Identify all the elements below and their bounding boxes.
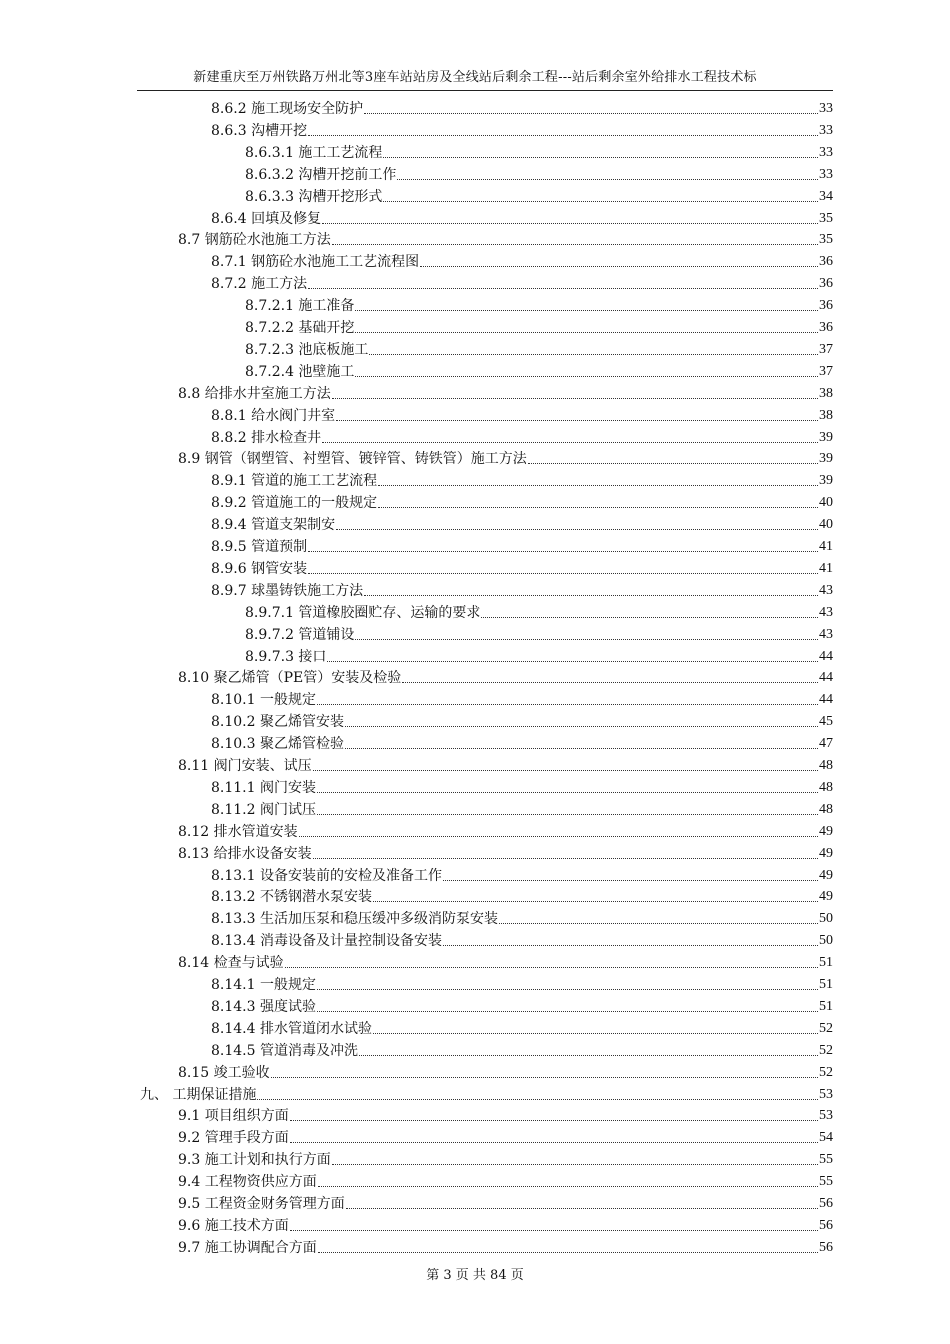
toc-entry-label: 8.9.6 钢管安装 bbox=[211, 560, 308, 577]
toc-entry-page-number: 51 bbox=[819, 955, 833, 971]
toc-dot-leader bbox=[345, 726, 818, 727]
toc-dot-leader bbox=[336, 529, 818, 530]
toc-entry[interactable] bbox=[178, 446, 833, 468]
toc-dot-leader bbox=[332, 398, 818, 399]
toc-entry-page-number: 36 bbox=[819, 276, 833, 292]
toc-entry[interactable] bbox=[178, 1191, 833, 1213]
toc-entry-label: 8.6.3 沟槽开挖 bbox=[211, 122, 308, 139]
toc-entry[interactable] bbox=[178, 841, 833, 863]
toc-dot-leader bbox=[308, 135, 818, 136]
toc-entry-page-number: 48 bbox=[819, 779, 833, 795]
toc-entry-page-number: 33 bbox=[819, 122, 833, 138]
toc-dot-leader bbox=[317, 704, 818, 705]
toc-dot-leader bbox=[317, 1011, 818, 1012]
toc-entry[interactable] bbox=[178, 1147, 833, 1169]
toc-entry[interactable] bbox=[245, 359, 833, 381]
toc-dot-leader bbox=[317, 792, 818, 793]
toc-dot-leader bbox=[322, 223, 818, 224]
toc-entry-page-number: 40 bbox=[819, 517, 833, 533]
toc-entry-page-number: 45 bbox=[819, 714, 833, 730]
toc-entry-label: 8.6.3.1 施工工艺流程 bbox=[245, 144, 383, 161]
toc-entry[interactable] bbox=[211, 271, 833, 293]
toc-entry[interactable] bbox=[211, 534, 833, 556]
toc-entry[interactable] bbox=[211, 906, 833, 928]
toc-dot-leader bbox=[499, 923, 818, 924]
toc-entry-label: 9.2 管理手段方面 bbox=[178, 1130, 289, 1147]
toc-entry[interactable] bbox=[140, 1082, 833, 1104]
toc-dot-leader bbox=[383, 157, 818, 158]
toc-dot-leader bbox=[290, 1142, 818, 1143]
toc-dot-leader bbox=[285, 967, 818, 968]
toc-entry-page-number: 35 bbox=[819, 232, 833, 248]
toc-entry-label: 8.9.7 球墨铸铁施工方法 bbox=[211, 582, 364, 599]
toc-entry[interactable] bbox=[211, 96, 833, 118]
toc-dot-leader bbox=[355, 310, 818, 311]
toc-entry-label: 8.9.2 管道施工的一般规定 bbox=[211, 495, 378, 512]
toc-entry[interactable] bbox=[245, 600, 833, 622]
toc-entry-page-number: 56 bbox=[819, 1239, 833, 1255]
toc-entry-page-number: 44 bbox=[819, 648, 833, 664]
toc-entry[interactable] bbox=[178, 665, 833, 687]
toc-dot-leader bbox=[313, 770, 818, 771]
toc-entry-label: 8.6.3.2 沟槽开挖前工作 bbox=[245, 166, 397, 183]
toc-dot-leader bbox=[299, 836, 818, 837]
toc-entry-label: 8.7.2.3 池底板施工 bbox=[245, 341, 369, 358]
toc-entry-page-number: 37 bbox=[819, 341, 833, 357]
toc-dot-leader bbox=[317, 814, 818, 815]
toc-entry-page-number: 36 bbox=[819, 298, 833, 314]
toc-entry-page-number: 52 bbox=[819, 1042, 833, 1058]
toc-entry[interactable] bbox=[211, 206, 833, 228]
toc-dot-leader bbox=[336, 420, 818, 421]
toc-dot-leader bbox=[317, 989, 818, 990]
toc-entry-label: 8.11.2 阀门试压 bbox=[211, 801, 316, 818]
toc-entry[interactable] bbox=[211, 687, 833, 709]
toc-dot-leader bbox=[378, 507, 818, 508]
toc-dot-leader bbox=[420, 266, 818, 267]
toc-entry[interactable] bbox=[211, 863, 833, 885]
toc-entry-label: 8.6.3.3 沟槽开挖形式 bbox=[245, 188, 383, 205]
toc-entry-label: 8.13.1 设备安装前的安检及准备工作 bbox=[211, 867, 442, 884]
toc-entry-label: 8.9 钢管（钢塑管、衬塑管、镀锌管、铸铁管）施工方法 bbox=[178, 451, 527, 468]
toc-entry-page-number: 37 bbox=[819, 363, 833, 379]
toc-dot-leader bbox=[355, 376, 818, 377]
toc-entry-page-number: 39 bbox=[819, 473, 833, 489]
toc-entry-label: 8.6.2 施工现场安全防护 bbox=[211, 101, 364, 117]
toc-entry-page-number: 43 bbox=[819, 582, 833, 598]
toc-dot-leader bbox=[332, 1164, 818, 1165]
toc-entry[interactable] bbox=[178, 819, 833, 841]
toc-entry-label: 8.7.2.1 施工准备 bbox=[245, 298, 355, 315]
toc-entry[interactable] bbox=[211, 1038, 833, 1060]
toc-entry-label: 8.7 钢筋砼水池施工方法 bbox=[178, 232, 331, 249]
toc-entry-page-number: 43 bbox=[819, 626, 833, 642]
toc-entry-label: 8.14.5 管道消毒及冲洗 bbox=[211, 1042, 358, 1059]
toc-entry-page-number: 55 bbox=[819, 1174, 833, 1190]
toc-dot-leader bbox=[364, 595, 818, 596]
toc-entry-page-number: 55 bbox=[819, 1152, 833, 1168]
toc-entry[interactable] bbox=[245, 644, 833, 666]
toc-entry[interactable] bbox=[178, 1125, 833, 1147]
toc-dot-leader bbox=[327, 661, 818, 662]
toc-entry[interactable] bbox=[178, 753, 833, 775]
toc-dot-leader bbox=[402, 682, 818, 683]
toc-dot-leader bbox=[443, 945, 818, 946]
toc-dot-leader bbox=[313, 858, 818, 859]
toc-dot-leader bbox=[345, 748, 818, 749]
toc-dot-leader bbox=[528, 463, 818, 464]
toc-entry[interactable] bbox=[178, 950, 833, 972]
toc-entry-label: 8.7.2 施工方法 bbox=[211, 276, 308, 293]
toc-entry-label: 9.7 施工协调配合方面 bbox=[178, 1239, 317, 1256]
toc-entry[interactable] bbox=[245, 184, 833, 206]
toc-entry-page-number: 36 bbox=[819, 254, 833, 270]
toc-entry-page-number: 51 bbox=[819, 977, 833, 992]
toc-dot-leader bbox=[443, 880, 818, 881]
toc-dot-leader bbox=[332, 244, 818, 245]
toc-entry-page-number: 38 bbox=[819, 407, 833, 423]
toc-entry[interactable] bbox=[178, 1103, 833, 1125]
toc-entry[interactable] bbox=[211, 972, 833, 994]
toc-entry-page-number: 41 bbox=[819, 539, 833, 554]
toc-entry-label: 9.6 施工技术方面 bbox=[178, 1217, 289, 1234]
toc-entry[interactable] bbox=[178, 1169, 833, 1191]
toc-entry-page-number: 47 bbox=[819, 736, 833, 752]
toc-entry-label: 9.3 施工计划和执行方面 bbox=[178, 1152, 331, 1169]
toc-entry-page-number: 39 bbox=[819, 429, 833, 445]
toc-entry-page-number: 48 bbox=[819, 758, 833, 773]
toc-entry-page-number: 54 bbox=[819, 1130, 833, 1146]
toc-entry-label: 8.10.1 一般规定 bbox=[211, 692, 316, 709]
toc-dot-leader bbox=[308, 573, 818, 574]
toc-entry-label: 8.7.2.4 池壁施工 bbox=[245, 363, 355, 380]
toc-dot-leader bbox=[271, 1077, 818, 1078]
toc-entry-label: 8.13.4 消毒设备及计量控制设备安装 bbox=[211, 933, 442, 950]
toc-entry[interactable] bbox=[211, 403, 833, 425]
toc-entry-page-number: 53 bbox=[819, 1108, 833, 1124]
toc-dot-leader bbox=[308, 551, 818, 552]
toc-entry-page-number: 49 bbox=[819, 867, 833, 883]
toc-entry-label: 8.10.2 聚乙烯管安装 bbox=[211, 714, 344, 731]
toc-entry-label: 9.4 工程物资供应方面 bbox=[178, 1174, 317, 1191]
toc-entry-page-number: 52 bbox=[819, 1064, 833, 1080]
toc-entry[interactable] bbox=[178, 1060, 833, 1082]
toc-entry[interactable] bbox=[211, 512, 833, 534]
toc-dot-leader bbox=[373, 1033, 818, 1034]
page-footer: 第 3 页 共 84 页 bbox=[426, 1268, 524, 1283]
toc-dot-leader bbox=[318, 1252, 818, 1253]
toc-dot-leader bbox=[373, 901, 818, 902]
toc-entry-label: 8.9.5 管道预制 bbox=[211, 539, 308, 555]
toc-entry[interactable] bbox=[211, 425, 833, 447]
toc-entry-page-number: 44 bbox=[819, 670, 833, 686]
toc-entry-page-number: 41 bbox=[819, 560, 833, 576]
toc-entry-label: 8.13.2 不锈钢潜水泵安装 bbox=[211, 889, 372, 906]
toc-entry[interactable] bbox=[245, 622, 833, 644]
toc-entry-label: 8.14.3 强度试验 bbox=[211, 998, 316, 1015]
toc-entry-page-number: 51 bbox=[819, 998, 833, 1014]
toc-entry-label: 8.14.1 一般规定 bbox=[211, 977, 316, 993]
toc-entry-page-number: 49 bbox=[819, 845, 833, 861]
toc-entry[interactable] bbox=[211, 709, 833, 731]
toc-entry[interactable] bbox=[211, 468, 833, 490]
toc-entry-label: 8.13.3 生活加压泵和稳压缓冲多级消防泵安装 bbox=[211, 911, 498, 928]
toc-entry-label: 8.9.7.2 管道铺设 bbox=[245, 626, 355, 643]
toc-entry-label: 8.8.2 排水检查井 bbox=[211, 429, 322, 446]
toc-dot-leader bbox=[481, 617, 818, 618]
toc-entry-page-number: 56 bbox=[819, 1196, 833, 1211]
toc-entry-label: 8.11 阀门安装、试压 bbox=[178, 758, 312, 774]
toc-entry-label: 8.8.1 给水阀门井室 bbox=[211, 407, 336, 424]
toc-entry-label: 9.1 项目组织方面 bbox=[178, 1108, 289, 1125]
toc-entry[interactable] bbox=[245, 337, 833, 359]
toc-dot-leader bbox=[355, 639, 818, 640]
toc-dot-leader bbox=[322, 442, 818, 443]
toc-entry[interactable] bbox=[211, 928, 833, 950]
toc-entry[interactable] bbox=[211, 578, 833, 600]
toc-entry-label: 8.9.1 管道的施工工艺流程 bbox=[211, 473, 378, 490]
toc-dot-leader bbox=[318, 1186, 818, 1187]
toc-entry-page-number: 44 bbox=[819, 692, 833, 708]
toc-entry[interactable] bbox=[211, 797, 833, 819]
toc-entry[interactable] bbox=[245, 315, 833, 337]
toc-entry-page-number: 33 bbox=[819, 166, 833, 182]
toc-entry[interactable] bbox=[211, 1016, 833, 1038]
toc-entry-page-number: 33 bbox=[819, 101, 833, 116]
toc-entry[interactable] bbox=[211, 731, 833, 753]
toc-entry[interactable] bbox=[211, 118, 833, 140]
toc-dot-leader bbox=[378, 485, 818, 486]
toc-entry-label: 8.6.4 回填及修复 bbox=[211, 210, 322, 227]
toc-entry-page-number: 40 bbox=[819, 495, 833, 511]
toc-entry[interactable] bbox=[211, 556, 833, 578]
toc-entry-label: 8.8 给排水井室施工方法 bbox=[178, 385, 331, 402]
toc-entry-label: 8.10.3 聚乙烯管检验 bbox=[211, 736, 344, 753]
toc-dot-leader bbox=[290, 1120, 818, 1121]
toc-entry[interactable] bbox=[211, 884, 833, 906]
toc-dot-leader bbox=[397, 179, 818, 180]
toc-entry-page-number: 34 bbox=[819, 188, 833, 204]
toc-entry[interactable] bbox=[211, 490, 833, 512]
toc-entry-label: 8.9.7.1 管道橡胶圈贮存、运输的要求 bbox=[245, 604, 481, 621]
header-rule bbox=[137, 90, 833, 91]
toc-dot-leader bbox=[308, 288, 818, 289]
toc-entry-label: 8.9.7.3 接口 bbox=[245, 648, 327, 665]
toc-entry-page-number: 48 bbox=[819, 801, 833, 817]
toc-entry-page-number: 43 bbox=[819, 604, 833, 620]
toc-entry-label: 9.5 工程资金财务管理方面 bbox=[178, 1196, 345, 1212]
toc-entry-page-number: 50 bbox=[819, 911, 833, 927]
toc-entry-page-number: 56 bbox=[819, 1217, 833, 1233]
toc-entry-page-number: 33 bbox=[819, 144, 833, 160]
toc-dot-leader bbox=[257, 1099, 818, 1100]
toc-dot-leader bbox=[369, 354, 818, 355]
toc-entry-page-number: 49 bbox=[819, 823, 833, 839]
toc-entry-label: 九、 工期保证措施 bbox=[140, 1086, 257, 1103]
toc-entry-page-number: 49 bbox=[819, 889, 833, 905]
toc-dot-leader bbox=[383, 201, 818, 202]
toc-entry-label: 8.7.2.2 基础开挖 bbox=[245, 320, 355, 336]
toc-entry[interactable] bbox=[211, 249, 833, 271]
page-header: 新建重庆至万州铁路万州北等3座车站站房及全线站后剩余工程---站后剩余室外给排水工程技术标 bbox=[193, 70, 757, 85]
toc-entry[interactable] bbox=[211, 994, 833, 1016]
toc-entry[interactable] bbox=[245, 162, 833, 184]
toc-entry-label: 8.9.4 管道支架制安 bbox=[211, 517, 336, 534]
toc-dot-leader bbox=[355, 332, 818, 333]
toc-entry-page-number: 50 bbox=[819, 933, 833, 949]
toc-entry-label: 8.15 竣工验收 bbox=[178, 1064, 270, 1081]
toc-entry-label: 8.13 给排水设备安装 bbox=[178, 845, 312, 862]
toc-entry-page-number: 36 bbox=[819, 320, 833, 335]
toc-entry-page-number: 53 bbox=[819, 1086, 833, 1102]
toc-entry-page-number: 39 bbox=[819, 451, 833, 467]
toc-entry-label: 8.14.4 排水管道闭水试验 bbox=[211, 1020, 372, 1037]
toc-entry[interactable] bbox=[245, 140, 833, 162]
toc-entry[interactable] bbox=[211, 775, 833, 797]
toc-entry-label: 8.11.1 阀门安装 bbox=[211, 779, 316, 796]
toc-entry-page-number: 52 bbox=[819, 1020, 833, 1036]
toc-entry-page-number: 38 bbox=[819, 385, 833, 401]
toc-entry[interactable] bbox=[178, 381, 833, 403]
toc-entry-label: 8.12 排水管道安装 bbox=[178, 823, 298, 840]
toc-entry[interactable] bbox=[178, 1213, 833, 1235]
toc-entry-label: 8.7.1 钢筋砼水池施工工艺流程图 bbox=[211, 254, 420, 271]
toc-dot-leader bbox=[359, 1055, 818, 1056]
toc-entry[interactable] bbox=[178, 227, 833, 249]
toc-dot-leader bbox=[364, 113, 818, 114]
toc-entry-page-number: 35 bbox=[819, 210, 833, 226]
toc-entry[interactable] bbox=[178, 1235, 833, 1257]
toc-dot-leader bbox=[346, 1208, 818, 1209]
toc-entry-label: 8.10 聚乙烯管（PE管）安装及检验 bbox=[178, 670, 402, 687]
toc-dot-leader bbox=[290, 1230, 818, 1231]
toc-entry-label: 8.14 检查与试验 bbox=[178, 955, 284, 972]
toc-entry[interactable] bbox=[245, 293, 833, 315]
